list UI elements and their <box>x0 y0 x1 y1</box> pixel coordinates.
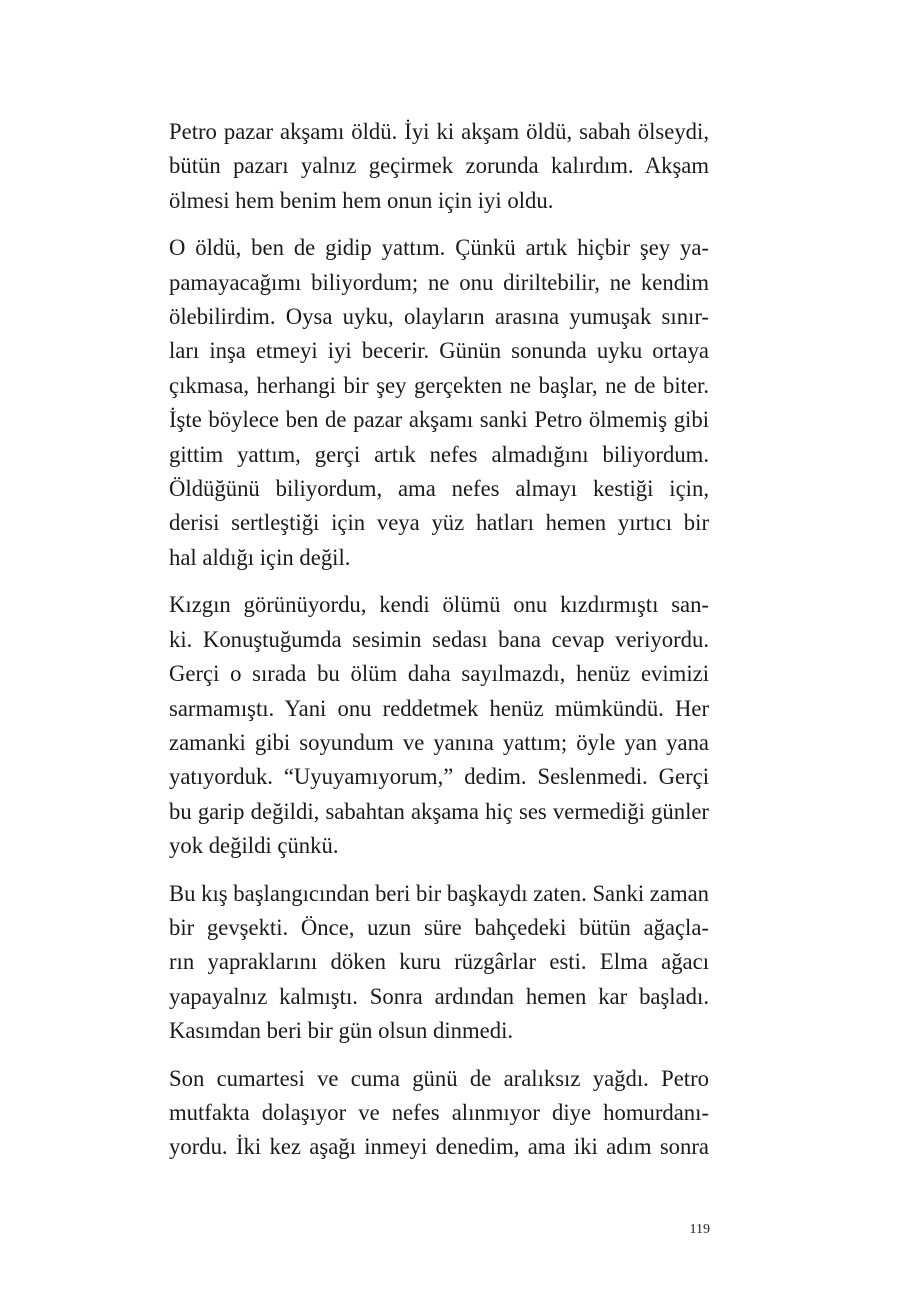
paragraph <box>169 231 709 575</box>
text-line: gittim yattım, gerçi artık nefes almadığını biliyordum. <box>169 441 709 467</box>
paragraph <box>169 1062 709 1165</box>
text-line: yordu. İki kez aşağı inmeyi denedim, ama iki adım sonra <box>169 1134 709 1160</box>
text-line: Gerçi o sırada bu ölüm daha sayılmazdı, henüz evimizi <box>169 661 709 687</box>
text-line: ölmesi hem benim hem onun için iyi oldu. <box>169 187 554 213</box>
text-line: İşte böylece ben de pazar akşamı sanki Petro ölmemiş gibi <box>169 407 709 433</box>
text-line: bütün pazarı yalnız geçirmek zorunda kalırdım. Akşam <box>169 153 709 179</box>
text-line: derisi sertleştiği için veya yüz hatları hemen yırtıcı bir <box>169 510 709 536</box>
body-text <box>169 115 709 1178</box>
paragraph <box>169 877 709 1049</box>
text-line: Kızgın görünüyordu, kendi ölümü onu kızdırmıştı san- <box>169 592 709 618</box>
text-line: Kasımdan beri bir gün olsun dinmedi. <box>169 1018 514 1044</box>
text-line: sarmamıştı. Yani onu reddetmek henüz mümkündü. Her <box>169 695 709 721</box>
text-line: O öldü, ben de gidip yattım. Çünkü artık hiçbir şey ya- <box>169 235 709 261</box>
text-line: yok değildi çünkü. <box>169 833 339 859</box>
text-line: çıkmasa, herhangi bir şey gerçekten ne başlar, ne de biter. <box>169 372 709 398</box>
text-line: bu garip değildi, sabahtan akşama hiç ses vermediği günler <box>169 798 709 824</box>
text-line: pamayacağımı biliyordum; ne onu diriltebilir, ne kendim <box>169 269 709 295</box>
text-line: mutfakta dolaşıyor ve nefes alınmıyor diye homurdanı- <box>169 1099 709 1125</box>
text-line: rın yapraklarını döken kuru rüzgârlar esti. Elma ağacı <box>169 949 709 975</box>
text-line: yapayalnız kalmıştı. Sonra ardından hemen kar başladı. <box>169 983 709 1009</box>
text-line: yatıyorduk. “Uyuyamıyorum,” dedim. Seslenmedi. Gerçi <box>169 764 709 790</box>
text-line: ölebilirdim. Oysa uyku, olayların arasına yumuşak sınır- <box>169 304 709 330</box>
text-line: Bu kış başlangıcından beri bir başkaydı zaten. Sanki zaman <box>169 880 709 906</box>
paragraph <box>169 588 709 863</box>
text-line: Öldüğünü biliyordum, ama nefes almayı kestiği için, <box>169 476 709 502</box>
text-line: zamanki gibi soyundum ve yanına yattım; öyle yan yana <box>169 729 709 755</box>
text-line: bir gevşekti. Önce, uzun süre bahçedeki bütün ağaçla- <box>169 914 709 940</box>
text-line: Son cumartesi ve cuma günü de aralıksız yağdı. Petro <box>169 1065 709 1091</box>
text-line: Petro pazar akşamı öldü. İyi ki akşam öldü, sabah ölseydi, <box>169 119 709 144</box>
text-line: ları inşa etmeyi iyi becerir. Günün sonunda uyku ortaya <box>169 338 709 364</box>
text-line: ki. Konuştuğumda sesimin sedası bana cevap veriyordu. <box>169 626 709 652</box>
page-number: 119 <box>689 1222 710 1237</box>
paragraph <box>169 115 709 218</box>
text-line: hal aldığı için değil. <box>169 544 351 570</box>
